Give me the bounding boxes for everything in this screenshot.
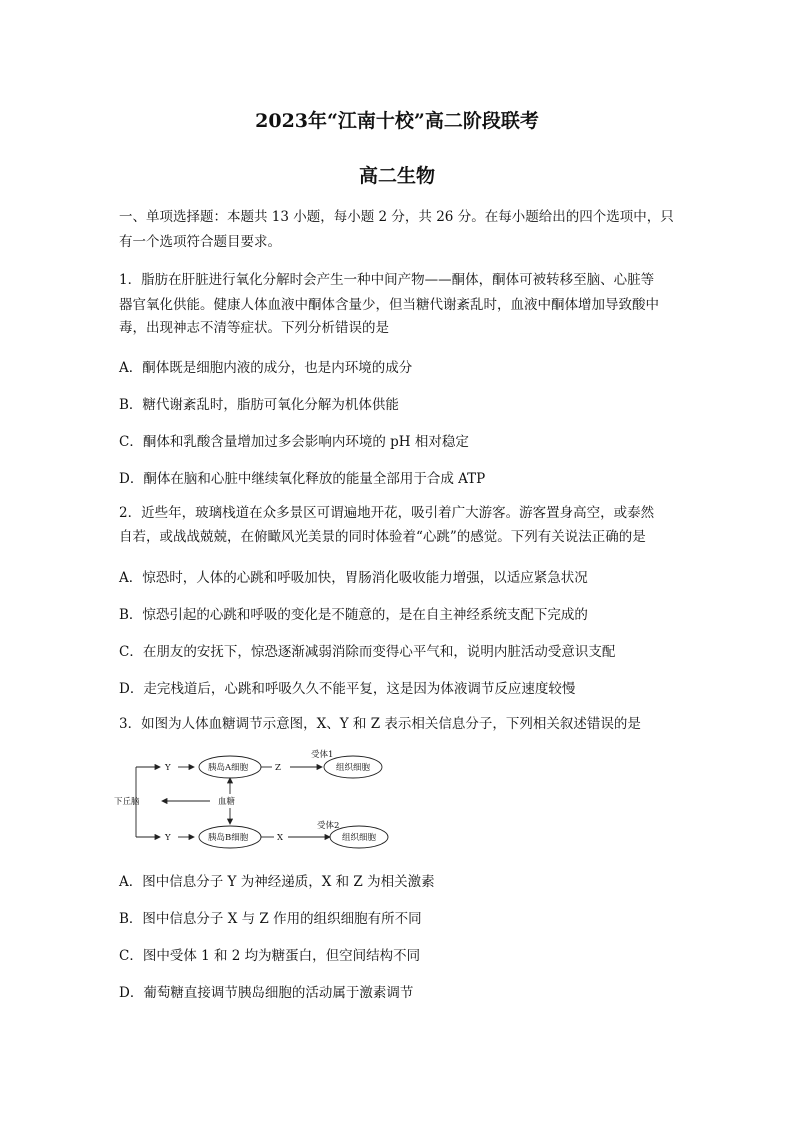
- q2-stem-line1: 2．近些年，玻璃栈道在众多景区可谓遍地开花，吸引着广大游客。游客置身高空，或泰然: [119, 505, 655, 521]
- signal-y-bottom-label: Y: [165, 833, 171, 843]
- q1-option-a: A．酮体既是细胞内液的成分，也是内环境的成分: [119, 360, 413, 376]
- q2-option-d: D．走完栈道后，心跳和呼吸久久不能平复，这是因为体液调节反应速度较慢: [119, 681, 576, 697]
- signal-y-top-label: Y: [165, 763, 171, 773]
- q1-option-b: B．糖代谢紊乱时，脂肪可氧化分解为机体供能: [119, 397, 399, 413]
- receptor1-label: 受体1: [311, 750, 334, 760]
- signal-z-label: Z: [275, 763, 281, 773]
- blood-glucose-regulation-diagram: [110, 745, 390, 860]
- q3-option-c: C．图中受体 1 和 2 均为糖蛋白，但空间结构不同: [119, 948, 421, 964]
- tissue-cell-label-bottom: 组织细胞: [342, 833, 377, 843]
- subject-title: 高二生物: [358, 165, 435, 187]
- section-heading-line2: 有一个选项符合题目要求。: [119, 234, 281, 250]
- section-heading-line1: 一、单项选择题：本题共 13 小题，每小题 2 分，共 26 分。在每小题给出的四个选项中，只: [119, 209, 674, 225]
- tissue-cell-label-top: 组织细胞: [336, 763, 371, 773]
- q1-stem-line3: 毒，出现神志不清等症状。下列分析错误的是: [119, 320, 389, 336]
- q1-option-c: C．酮体和乳酸含量增加过多会影响内环境的 pH 相对稳定: [119, 434, 469, 450]
- exam-title: 2023年“江南十校”高二阶段联考: [255, 110, 539, 132]
- alpha-cell-label: 胰岛A细胞: [208, 763, 249, 773]
- q3-stem: 3．如图为人体血糖调节示意图，X、Y 和 Z 表示相关信息分子，下列相关叙述错误的是: [119, 716, 641, 732]
- q3-option-a: A．图中信息分子 Y 为神经递质，X 和 Z 为相关激素: [119, 874, 435, 890]
- q2-option-b: B．惊恐引起的心跳和呼吸的变化是不随意的，是在自主神经系统支配下完成的: [119, 607, 588, 623]
- beta-cell-label: 胰岛B细胞: [208, 833, 249, 843]
- signal-x-label: X: [277, 833, 284, 843]
- q1-stem-line1: 1．脂肪在肝脏进行氧化分解时会产生一种中间产物——酮体，酮体可被转移至脑、心脏等: [119, 272, 655, 288]
- hypothalamus-label: 下丘脑: [114, 797, 140, 807]
- q2-stem-line2: 自若，或战战兢兢，在俯瞰风光美景的同时体验着“心跳”的感觉。下列有关说法正确的是: [119, 529, 646, 545]
- q1-stem-line2: 器官氧化供能。健康人体血液中酮体含量少，但当糖代谢紊乱时，血液中酮体增加导致酸中: [119, 297, 659, 313]
- q1-option-d: D．酮体在脑和心脏中继续氧化释放的能量全部用于合成 ATP: [119, 471, 486, 487]
- receptor2-label: 受体2: [317, 821, 340, 831]
- blood-sugar-label: 血糖: [218, 797, 236, 807]
- q3-option-b: B．图中信息分子 X 与 Z 作用的组织细胞有所不同: [119, 911, 422, 927]
- q2-option-c: C．在朋友的安抚下，惊恐逐渐减弱消除而变得心平气和，说明内脏活动受意识支配: [119, 644, 616, 660]
- q2-option-a: A．惊恐时，人体的心跳和呼吸加快，胃肠消化吸收能力增强，以适应紧急状况: [119, 570, 588, 586]
- q3-option-d: D．葡萄糖直接调节胰岛细胞的活动属于激素调节: [119, 985, 414, 1001]
